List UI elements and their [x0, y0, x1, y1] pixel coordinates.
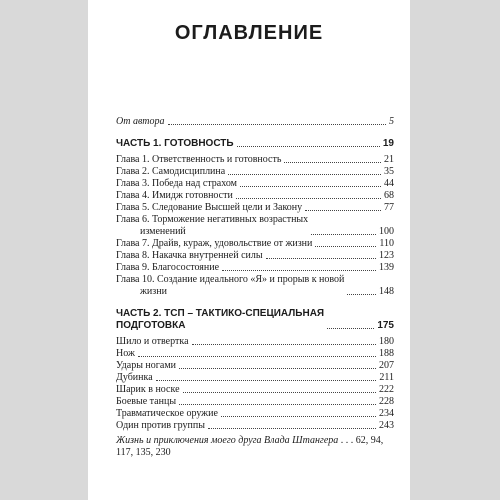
entry-label-continued: изменений	[140, 226, 186, 237]
toc-entry	[116, 360, 394, 372]
toc-entry-intro	[116, 116, 394, 128]
toc-entry	[116, 202, 394, 214]
entry-label: Нож	[116, 348, 135, 359]
entry-page: 211	[379, 372, 394, 383]
note-pages-continued: 117, 135, 230	[116, 447, 171, 458]
toc-entry	[116, 214, 394, 238]
entry-page: 100	[379, 226, 394, 237]
toc-entry	[116, 348, 394, 360]
dot-leader	[221, 416, 376, 417]
entry-label: Удары ногами	[116, 360, 176, 371]
dot-leader	[192, 344, 376, 345]
entry-page: 123	[379, 250, 394, 261]
entry-label: Боевые танцы	[116, 396, 177, 407]
dot-leader	[266, 258, 376, 259]
dot-leader	[168, 124, 386, 125]
entry-page: 222	[379, 384, 394, 395]
toc-entry	[116, 420, 394, 432]
dot-leader	[327, 328, 374, 329]
dot-leader	[237, 146, 380, 147]
part-label-continued: ПОДГОТОВКА	[116, 320, 186, 331]
toc-entry	[116, 166, 394, 178]
entry-label: От автора	[116, 116, 165, 127]
note-label: Жизнь и приключения моего друга Влада Штангера	[116, 435, 339, 446]
entry-page: 243	[379, 420, 394, 431]
dot-leader	[305, 210, 381, 211]
part-label: ЧАСТЬ 2. ТСП – ТАКТИКО-СПЕЦИАЛЬНАЯ	[116, 308, 325, 319]
dot-leader	[240, 186, 381, 187]
dot-leader	[284, 162, 381, 163]
entry-page: 21	[384, 154, 394, 165]
toc-entry	[116, 384, 394, 396]
dot-leader: . . .	[340, 435, 356, 446]
entry-page: 110	[379, 238, 394, 249]
entry-label: Глава 6. Торможение негативных возрастных	[116, 214, 309, 225]
toc-entry	[116, 178, 394, 190]
table-of-contents	[116, 116, 394, 459]
entry-label: Дубинка	[116, 372, 153, 383]
entry-label: Глава 10. Создание идеального «Я» и прорыв к новой	[116, 274, 345, 285]
entry-page: 228	[379, 396, 394, 407]
dot-leader	[315, 246, 376, 247]
toc-part-1	[116, 138, 394, 150]
entry-page: 188	[379, 348, 394, 359]
entry-label: Глава 8. Накачка внутренней силы	[116, 250, 263, 261]
dot-leader	[179, 404, 376, 405]
entry-label: Глава 3. Победа над страхом	[116, 178, 238, 189]
entry-label: Глава 2. Самодисциплина	[116, 166, 226, 177]
entry-label: Глава 7. Драйв, кураж, удовольствие от жизни	[116, 238, 313, 249]
dot-leader	[183, 392, 376, 393]
dot-leader	[208, 428, 376, 429]
part-label: ЧАСТЬ 1. ГОТОВНОСТЬ	[116, 138, 234, 149]
part-page: 19	[382, 138, 394, 149]
toc-entry	[116, 274, 394, 298]
entry-page: 234	[379, 408, 394, 419]
toc-entry	[116, 408, 394, 420]
entry-label: Глава 5. Следование Высшей цели и Закону	[116, 202, 303, 213]
toc-entry	[116, 250, 394, 262]
dot-leader	[311, 234, 376, 235]
toc-note	[116, 435, 394, 459]
dot-leader	[179, 368, 376, 369]
entry-label: Травматическое оружие	[116, 408, 218, 419]
toc-part-2	[116, 308, 394, 332]
entry-label: Шарик в носке	[116, 384, 180, 395]
entry-label: Глава 4. Имидж готовности	[116, 190, 233, 201]
toc-entry	[116, 396, 394, 408]
entry-label-continued: жизни	[140, 286, 167, 297]
dot-leader	[222, 270, 376, 271]
entry-page: 5	[389, 116, 394, 127]
dot-leader	[228, 174, 381, 175]
toc-entry	[116, 336, 394, 348]
entry-page: 35	[384, 166, 394, 177]
entry-page: 139	[379, 262, 394, 273]
entry-label: Шило и отвертка	[116, 336, 189, 347]
entry-page: 77	[384, 202, 394, 213]
entry-label: Глава 1. Ответственность и готовность	[116, 154, 282, 165]
toc-entry	[116, 372, 394, 384]
toc-entry	[116, 190, 394, 202]
dot-leader	[236, 198, 381, 199]
entry-label: Один против группы	[116, 420, 205, 431]
dot-leader	[347, 294, 376, 295]
entry-label: Глава 9. Благосостояние	[116, 262, 220, 273]
dot-leader	[138, 356, 376, 357]
toc-entry	[116, 238, 394, 250]
entry-page: 68	[384, 190, 394, 201]
note-pages: 62, 94,	[355, 435, 384, 446]
entry-page: 207	[379, 360, 394, 371]
toc-entry	[116, 262, 394, 274]
dot-leader	[156, 380, 377, 381]
entry-page: 44	[384, 178, 394, 189]
book-page	[88, 0, 410, 500]
entry-page: 148	[379, 286, 394, 297]
toc-entry	[116, 154, 394, 166]
entry-page: 180	[379, 336, 394, 347]
page-title: ОГЛАВЛЕНИЕ	[174, 22, 324, 44]
part-page: 175	[377, 320, 394, 331]
